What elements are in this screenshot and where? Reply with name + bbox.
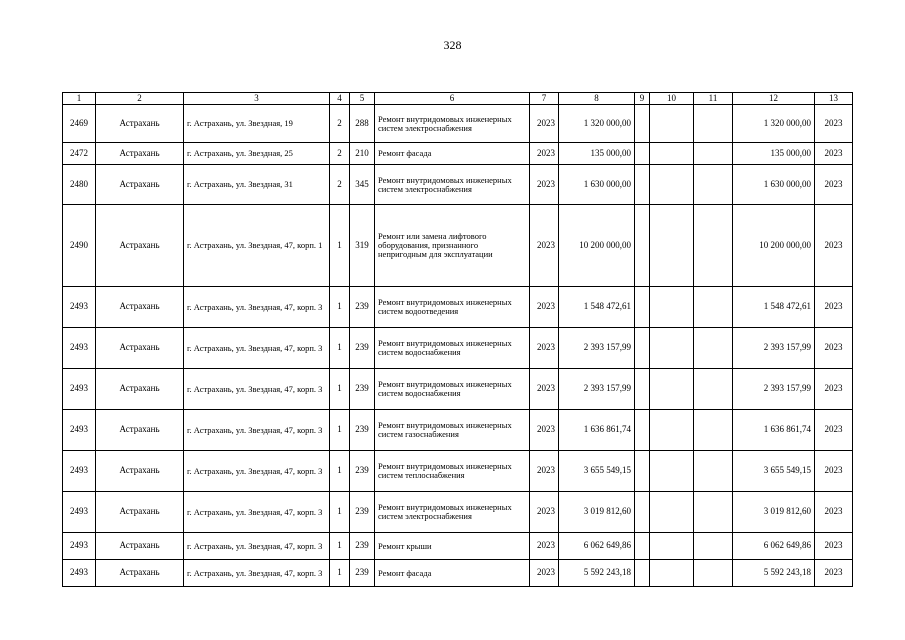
column-header-4: 4 [330, 93, 350, 105]
address-cell: г. Астрахань, ул. Звездная, 47, корп. 3 [184, 533, 330, 560]
year-cell: 2023 [530, 410, 559, 451]
amount-cell: 3 019 812,60 [559, 492, 635, 533]
year-cell: 2023 [530, 165, 559, 205]
house-id-cell: 2480 [63, 165, 96, 205]
col9-cell [635, 492, 650, 533]
col5-cell: 345 [350, 165, 375, 205]
year-cell: 2023 [530, 205, 559, 287]
address-cell: г. Астрахань, ул. Звездная, 47, корп. 3 [184, 369, 330, 410]
house-id-cell: 2493 [63, 492, 96, 533]
total-cell: 1 630 000,00 [733, 165, 815, 205]
address-cell: г. Астрахань, ул. Звездная, 47, корп. 3 [184, 328, 330, 369]
total-cell: 10 200 000,00 [733, 205, 815, 287]
column-number-row [63, 93, 853, 105]
work-type-cell: Ремонт крыши [375, 533, 530, 560]
column-header-5: 5 [350, 93, 375, 105]
city-cell: Астрахань [96, 492, 184, 533]
city-cell: Астрахань [96, 451, 184, 492]
col10-cell [650, 560, 694, 587]
year-end-cell: 2023 [815, 165, 853, 205]
year-end-cell: 2023 [815, 410, 853, 451]
house-id-cell: 2493 [63, 369, 96, 410]
col10-cell [650, 533, 694, 560]
address-cell: г. Астрахань, ул. Звездная, 47, корп. 1 [184, 205, 330, 287]
city-cell: Астрахань [96, 165, 184, 205]
col9-cell [635, 105, 650, 143]
address-cell: г. Астрахань, ул. Звездная, 19 [184, 105, 330, 143]
table-body [63, 105, 853, 587]
total-cell: 1 636 861,74 [733, 410, 815, 451]
column-header-2: 2 [96, 93, 184, 105]
col4-cell: 1 [330, 492, 350, 533]
table-row [63, 105, 853, 143]
col4-cell: 1 [330, 560, 350, 587]
house-id-cell: 2472 [63, 143, 96, 165]
total-cell: 1 320 000,00 [733, 105, 815, 143]
col10-cell [650, 410, 694, 451]
total-cell: 6 062 649,86 [733, 533, 815, 560]
column-header-1: 1 [63, 93, 96, 105]
col5-cell: 239 [350, 492, 375, 533]
col10-cell [650, 205, 694, 287]
work-type-cell: Ремонт внутридомовых инженерных систем электроснабжения [375, 105, 530, 143]
year-end-cell: 2023 [815, 451, 853, 492]
total-cell: 1 548 472,61 [733, 287, 815, 328]
house-id-cell: 2490 [63, 205, 96, 287]
address-cell: г. Астрахань, ул. Звездная, 25 [184, 143, 330, 165]
col11-cell [694, 165, 733, 205]
amount-cell: 1 636 861,74 [559, 410, 635, 451]
city-cell: Астрахань [96, 143, 184, 165]
year-end-cell: 2023 [815, 492, 853, 533]
amount-cell: 10 200 000,00 [559, 205, 635, 287]
table-row [63, 410, 853, 451]
city-cell: Астрахань [96, 105, 184, 143]
address-cell: г. Астрахань, ул. Звездная, 47, корп. 3 [184, 287, 330, 328]
col11-cell [694, 451, 733, 492]
total-cell: 3 655 549,15 [733, 451, 815, 492]
column-header-3: 3 [184, 93, 330, 105]
year-cell: 2023 [530, 105, 559, 143]
year-end-cell: 2023 [815, 560, 853, 587]
amount-cell: 2 393 157,99 [559, 369, 635, 410]
work-type-cell: Ремонт внутридомовых инженерных систем водоснабжения [375, 369, 530, 410]
house-id-cell: 2493 [63, 410, 96, 451]
address-cell: г. Астрахань, ул. Звездная, 47, корп. 3 [184, 560, 330, 587]
col11-cell [694, 492, 733, 533]
amount-cell: 5 592 243,18 [559, 560, 635, 587]
amount-cell: 1 320 000,00 [559, 105, 635, 143]
house-id-cell: 2493 [63, 533, 96, 560]
page-number: 328 [443, 38, 462, 52]
year-cell: 2023 [530, 492, 559, 533]
col9-cell [635, 451, 650, 492]
city-cell: Астрахань [96, 369, 184, 410]
col5-cell: 239 [350, 533, 375, 560]
total-cell: 2 393 157,99 [733, 328, 815, 369]
col4-cell: 2 [330, 105, 350, 143]
table-row [63, 451, 853, 492]
total-cell: 2 393 157,99 [733, 369, 815, 410]
year-cell: 2023 [530, 451, 559, 492]
amount-cell: 1 630 000,00 [559, 165, 635, 205]
total-cell: 5 592 243,18 [733, 560, 815, 587]
work-type-cell: Ремонт внутридомовых инженерных систем электроснабжения [375, 165, 530, 205]
col4-cell: 1 [330, 410, 350, 451]
col10-cell [650, 105, 694, 143]
column-header-8: 8 [559, 93, 635, 105]
year-end-cell: 2023 [815, 105, 853, 143]
col4-cell: 1 [330, 328, 350, 369]
column-header-7: 7 [530, 93, 559, 105]
col9-cell [635, 165, 650, 205]
col9-cell [635, 533, 650, 560]
house-id-cell: 2469 [63, 105, 96, 143]
col9-cell [635, 328, 650, 369]
city-cell: Астрахань [96, 533, 184, 560]
year-cell: 2023 [530, 369, 559, 410]
year-cell: 2023 [530, 328, 559, 369]
col11-cell [694, 410, 733, 451]
work-type-cell: Ремонт внутридомовых инженерных систем водоотведения [375, 287, 530, 328]
year-end-cell: 2023 [815, 328, 853, 369]
col5-cell: 288 [350, 105, 375, 143]
city-cell: Астрахань [96, 287, 184, 328]
amount-cell: 135 000,00 [559, 143, 635, 165]
work-type-cell: Ремонт внутридомовых инженерных систем водоснабжения [375, 328, 530, 369]
year-end-cell: 2023 [815, 143, 853, 165]
col5-cell: 239 [350, 560, 375, 587]
col5-cell: 239 [350, 369, 375, 410]
col5-cell: 239 [350, 410, 375, 451]
column-header-13: 13 [815, 93, 853, 105]
year-end-cell: 2023 [815, 533, 853, 560]
year-end-cell: 2023 [815, 205, 853, 287]
year-cell: 2023 [530, 143, 559, 165]
col11-cell [694, 369, 733, 410]
col5-cell: 239 [350, 328, 375, 369]
column-header-9: 9 [635, 93, 650, 105]
table-row [63, 560, 853, 587]
col10-cell [650, 451, 694, 492]
col10-cell [650, 143, 694, 165]
col11-cell [694, 287, 733, 328]
city-cell: Астрахань [96, 328, 184, 369]
table-row [63, 492, 853, 533]
col4-cell: 1 [330, 205, 350, 287]
house-id-cell: 2493 [63, 560, 96, 587]
house-id-cell: 2493 [63, 451, 96, 492]
col4-cell: 1 [330, 451, 350, 492]
table-row [63, 205, 853, 287]
city-cell: Астрахань [96, 560, 184, 587]
col5-cell: 239 [350, 287, 375, 328]
col9-cell [635, 369, 650, 410]
column-header-12: 12 [733, 93, 815, 105]
table-row [63, 143, 853, 165]
address-cell: г. Астрахань, ул. Звездная, 31 [184, 165, 330, 205]
work-type-cell: Ремонт фасада [375, 143, 530, 165]
house-id-cell: 2493 [63, 328, 96, 369]
col11-cell [694, 533, 733, 560]
col5-cell: 319 [350, 205, 375, 287]
column-header-11: 11 [694, 93, 733, 105]
col5-cell: 239 [350, 451, 375, 492]
year-end-cell: 2023 [815, 287, 853, 328]
col4-cell: 1 [330, 369, 350, 410]
col9-cell [635, 560, 650, 587]
table-row [63, 328, 853, 369]
city-cell: Астрахань [96, 410, 184, 451]
table-row [63, 533, 853, 560]
col9-cell [635, 287, 650, 328]
work-type-cell: Ремонт внутридомовых инженерных систем газоснабжения [375, 410, 530, 451]
col10-cell [650, 492, 694, 533]
col11-cell [694, 205, 733, 287]
amount-cell: 2 393 157,99 [559, 328, 635, 369]
col9-cell [635, 205, 650, 287]
col5-cell: 210 [350, 143, 375, 165]
year-cell: 2023 [530, 287, 559, 328]
address-cell: г. Астрахань, ул. Звездная, 47, корп. 3 [184, 492, 330, 533]
col4-cell: 2 [330, 165, 350, 205]
address-cell: г. Астрахань, ул. Звездная, 47, корп. 3 [184, 451, 330, 492]
col9-cell [635, 410, 650, 451]
col4-cell: 1 [330, 287, 350, 328]
year-cell: 2023 [530, 560, 559, 587]
address-cell: г. Астрахань, ул. Звездная, 47, корп. 3 [184, 410, 330, 451]
col10-cell [650, 369, 694, 410]
house-id-cell: 2493 [63, 287, 96, 328]
registry-table [62, 92, 853, 587]
year-end-cell: 2023 [815, 369, 853, 410]
total-cell: 3 019 812,60 [733, 492, 815, 533]
amount-cell: 6 062 649,86 [559, 533, 635, 560]
col11-cell [694, 560, 733, 587]
table-row [63, 165, 853, 205]
table-row [63, 287, 853, 328]
col10-cell [650, 165, 694, 205]
city-cell: Астрахань [96, 205, 184, 287]
col11-cell [694, 105, 733, 143]
col11-cell [694, 143, 733, 165]
work-type-cell: Ремонт внутридомовых инженерных систем электроснабжения [375, 492, 530, 533]
col4-cell: 2 [330, 143, 350, 165]
amount-cell: 3 655 549,15 [559, 451, 635, 492]
work-type-cell: Ремонт фасада [375, 560, 530, 587]
work-type-cell: Ремонт внутридомовых инженерных систем теплоснабжения [375, 451, 530, 492]
year-cell: 2023 [530, 533, 559, 560]
col10-cell [650, 287, 694, 328]
col4-cell: 1 [330, 533, 350, 560]
amount-cell: 1 548 472,61 [559, 287, 635, 328]
work-type-cell: Ремонт или замена лифтового оборудования, признанного непригодным для эксплуатации [375, 205, 530, 287]
column-header-10: 10 [650, 93, 694, 105]
total-cell: 135 000,00 [733, 143, 815, 165]
column-header-6: 6 [375, 93, 530, 105]
col10-cell [650, 328, 694, 369]
table-row [63, 369, 853, 410]
col9-cell [635, 143, 650, 165]
col11-cell [694, 328, 733, 369]
